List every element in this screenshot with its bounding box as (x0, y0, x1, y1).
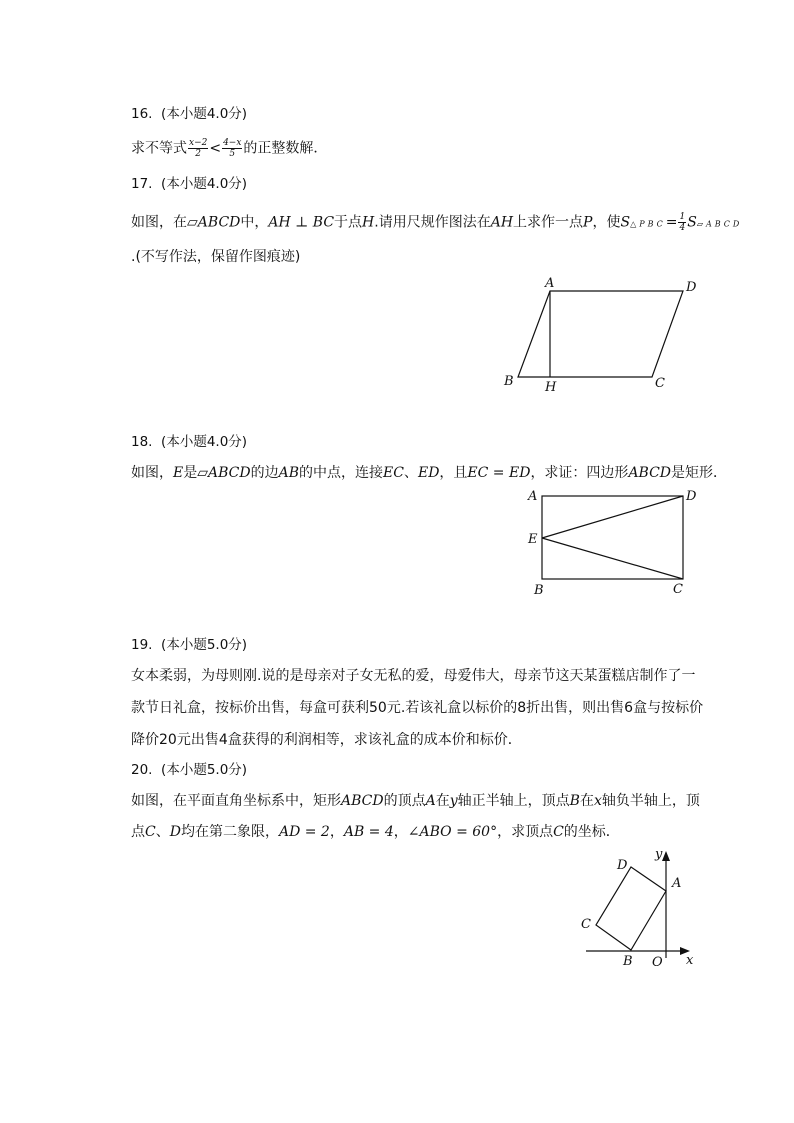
q16-prefix: 求不等式 (131, 140, 187, 157)
q20-label-y: y (655, 847, 663, 862)
q20-label-d: D (617, 858, 628, 873)
q17-label-b: B (504, 374, 514, 389)
q19-line1: 女本柔弱，为母则刚.说的是母亲对子女无私的爱，母爱伟大，母亲节这天某蛋糕店制作了一 (131, 668, 696, 684)
q20-label-b: B (623, 954, 633, 969)
q16-less-than: < (209, 140, 222, 157)
q20-label-o: O (652, 955, 663, 970)
q16-fraction-2: $\frac{4-x}{5}$ (223, 138, 242, 159)
q20-line1: 如图，在平面直角坐标系中，矩形ABCD的顶点A在y轴正半轴上，顶点B在x轴负半轴上，顶 (131, 793, 700, 809)
q17-label-d: D (686, 280, 697, 295)
q18-label-d: D (686, 489, 697, 504)
q17-label-a: A (545, 276, 555, 291)
q16-heading: 16. (本小题4.0分) (131, 106, 248, 122)
q20-label-c: C (581, 917, 591, 932)
q18-label-a: A (528, 489, 538, 504)
q18-text: 如图，E是▱ABCD的边AB的中点，连接EC、ED，且EC = ED，求证：四边形ABCD是矩形． (131, 465, 728, 481)
q18-heading: 18. (本小题4.0分) (131, 434, 248, 450)
q19-heading: 19. (本小题5.0分) (131, 637, 248, 653)
q19-line2: 款节日礼盒，按标价出售，每盒可获利50元.若该礼盒以标价的8折出售，则出售6盒与按标价 (131, 700, 704, 716)
q18-label-c: C (673, 582, 683, 597)
q17-text-line2: .(不写作法，保留作图痕迹) (131, 249, 301, 265)
q20-label-x: x (686, 953, 694, 968)
q16-fraction-1: $\frac{x-2}{2}$ (189, 138, 208, 159)
q19-line3: 降价20元出售4盒获得的利润相等，求该礼盒的成本价和标价． (131, 732, 522, 748)
q18-label-b: B (534, 583, 544, 598)
q18-label-e: E (528, 532, 538, 547)
q20-line2: 点C、D均在第二象限，AD = 2，AB = 4，∠ABO = 60°，求顶点C的坐标． (131, 824, 620, 840)
q17-label-c: C (655, 376, 665, 391)
q17-text-line1: 如图，在▱ABCD中，AH ⊥ BC于点H.请用尺规作图法在AH上求作一点P，使S△PBC= $\frac{1}{4}$ S▱ABCD (131, 212, 743, 233)
q17-label-h: H (545, 380, 557, 395)
q20-label-a: A (672, 876, 682, 891)
q16-suffix: 的正整数解． (243, 140, 328, 157)
q17-heading: 17. (本小题4.0分) (131, 176, 248, 192)
q20-heading: 20. (本小题5.0分) (131, 762, 248, 778)
